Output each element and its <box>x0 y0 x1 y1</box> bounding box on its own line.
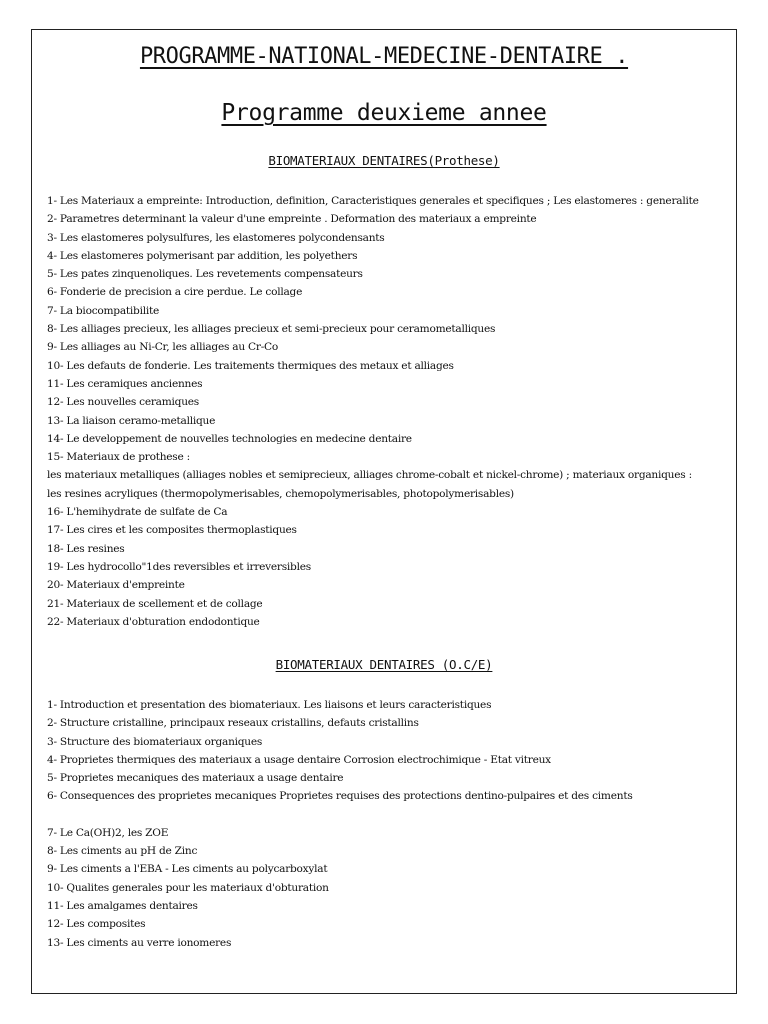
document-title: PROGRAMME-NATIONAL-MEDECINE-DENTAIRE . <box>139 44 629 69</box>
list-item: 12- Les nouvelles ceramiques <box>47 396 199 409</box>
list-item: 5- Proprietes mecaniques des materiaux a usage dentaire <box>47 772 344 785</box>
list-item: 4- Les elastomeres polymerisant par addition, les polyethers <box>47 249 358 262</box>
list-item: 2- Parametres determinant la valeur d'une empreinte . Deformation des materiaux a empreinte <box>47 213 537 226</box>
list-item: 8- Les alliages precieux, les alliages precieux et semi-precieux pour ceramometalliques <box>47 323 496 336</box>
list-item: 11- Les amalgames dentaires <box>47 899 198 912</box>
list-item: 8- Les ciments au pH de Zinc <box>47 845 198 858</box>
section-list-prothese <box>47 192 717 631</box>
list-item: 2- Structure cristalline, principaux reseaux cristallins, defauts cristallins <box>47 717 419 730</box>
list-item: 9- Les alliages au Ni-Cr, les alliages au Cr-Co <box>47 341 279 354</box>
list-item: 11- Les ceramiques anciennes <box>47 377 203 390</box>
list-item: 6- Consequences des proprietes mecaniques Proprietes requises des protections dentino-pulpaires et des ciments <box>47 790 633 803</box>
section-list-oce <box>47 696 717 952</box>
list-item: 19- Les hydrocollo"1des reversibles et irreversibles <box>47 560 311 573</box>
list-item: 18- Les resines <box>47 542 125 555</box>
list-item: les resines acryliques (thermopolymerisables, chemopolymerisables, photopolymerisables) <box>47 487 514 500</box>
list-item: 14- Le developpement de nouvelles technologies en medecine dentaire <box>47 432 412 445</box>
list-item: 17- Les cires et les composites thermoplastiques <box>47 524 297 537</box>
list-item: 12- Les composites <box>47 918 146 931</box>
document-subtitle: Programme deuxieme annee <box>221 100 547 126</box>
list-item: 20- Materiaux d'empreinte <box>47 579 185 592</box>
list-item: 1- Les Materiaux a empreinte: Introduction, definition, Caracteristiques generales et specifiques ; Les elastomeres : generalite <box>47 195 699 207</box>
list-item: 3- Structure des biomateriaux organiques <box>47 735 263 748</box>
list-item: 5- Les pates zinquenoliques. Les revetements compensateurs <box>47 268 363 281</box>
list-item: 15- Materiaux de prothese : <box>47 451 190 464</box>
list-item: 3- Les elastomeres polysulfures, les elastomeres polycondensants <box>47 231 385 244</box>
list-item: les materiaux metalliques (alliages nobles et semiprecieux, alliages chrome-cobalt et nickel-chrome) ; materiaux organiques : <box>47 469 692 482</box>
list-item: 6- Fonderie de precision a cire perdue. Le collage <box>47 286 303 299</box>
list-item: 10- Qualites generales pour les materiaux d'obturation <box>47 881 329 894</box>
section-heading-prothese: BIOMATERIAUX DENTAIRES(Prothese) <box>268 153 500 168</box>
list-item: 22- Materiaux d'obturation endodontique <box>47 615 260 628</box>
section-heading-oce: BIOMATERIAUX DENTAIRES (O.C/E) <box>275 657 493 672</box>
list-item: 16- L'hemihydrate de sulfate de Ca <box>47 506 228 519</box>
list-item: 4- Proprietes thermiques des materiaux a usage dentaire Corrosion electrochimique - Etat vitreux <box>47 753 551 766</box>
list-item: 9- Les ciments a l'EBA - Les ciments au polycarboxylat <box>47 863 328 876</box>
list-item: 7- La biocompatibilite <box>47 304 160 317</box>
list-item: 13- La liaison ceramo-metallique <box>47 414 216 427</box>
list-item: 13- Les ciments au verre ionomeres <box>47 936 232 949</box>
list-item: 21- Materiaux de scellement et de collage <box>47 597 263 610</box>
list-item: 10- Les defauts de fonderie. Les traitements thermiques des metaux et alliages <box>47 359 454 372</box>
list-item: 7- Le Ca(OH)2, les ZOE <box>47 826 169 839</box>
list-item: 1- Introduction et presentation des biomateriaux. Les liaisons et leurs caracteristiques <box>47 699 492 711</box>
